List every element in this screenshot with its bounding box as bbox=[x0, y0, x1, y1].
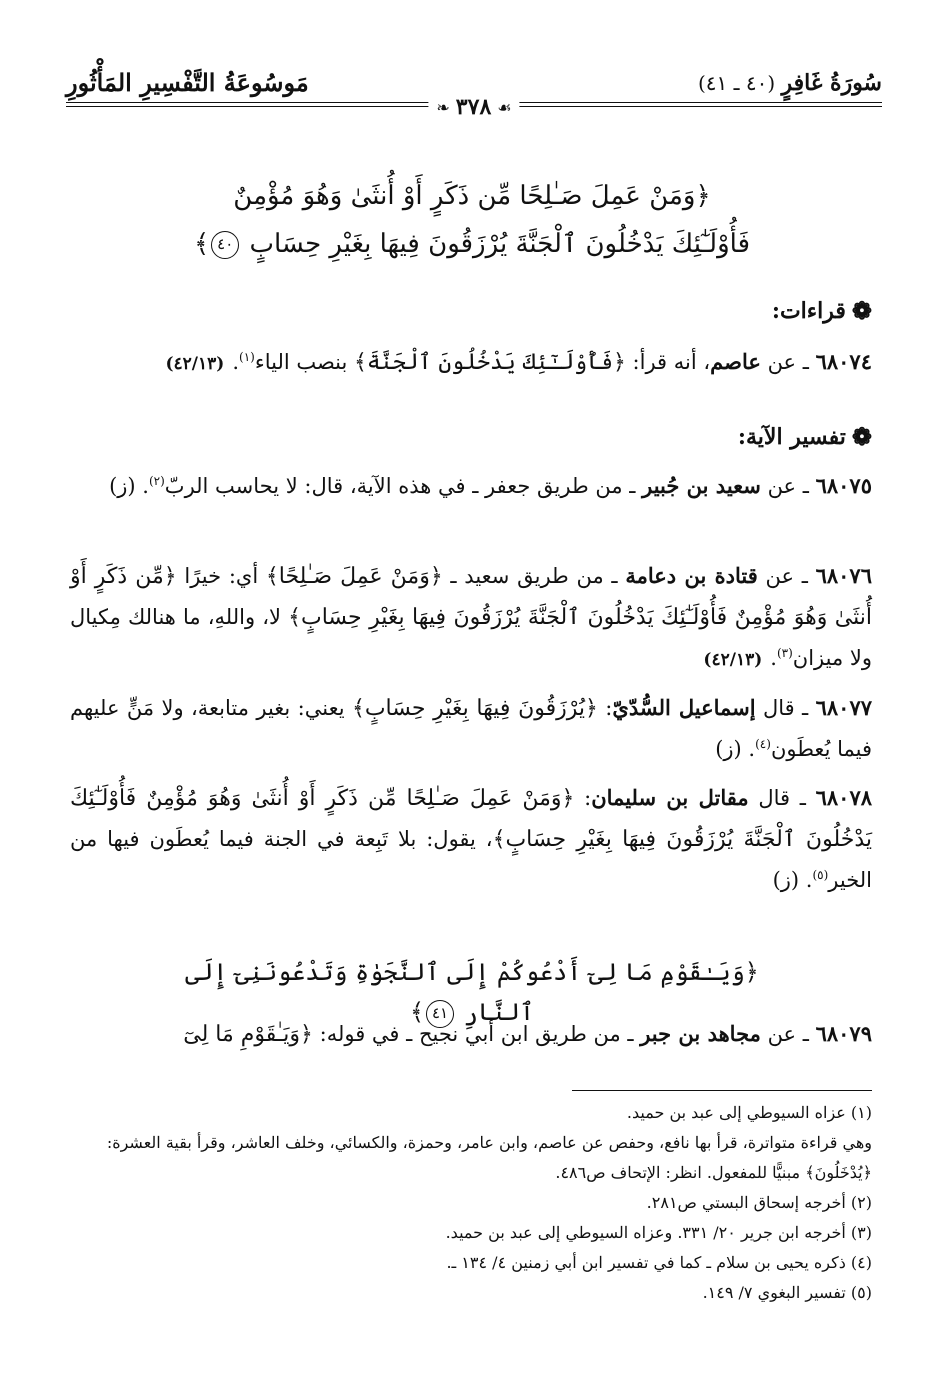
flower-icon: ❁ bbox=[851, 296, 872, 325]
entry-text: ، أنه قرأ: bbox=[625, 350, 711, 374]
verse-close-bracket: ﴾ bbox=[193, 229, 210, 259]
entry-text: ـ من طريق سعيد ـ bbox=[442, 564, 626, 588]
entry-68079 bbox=[70, 1014, 872, 1055]
page-number-box bbox=[428, 94, 519, 120]
verse-line-1: ﴿وَمَنْ عَمِلَ صَـٰلِحًا مِّن ذَكَرٍ أَوْ أُنثَىٰ وَهُوَ مُؤْمِنٌ bbox=[233, 181, 711, 211]
quran-quote: ﴿وَمَنْ عَمِلَ صَـٰلِحًا مِّن ذَكَرٍ أَوْ أُنثَىٰ وَهُوَ مُؤْمِنٌ فَأُوْلَـٰٓئِكَ يَدْخُلُونَ ٱلْجَنَّةَ يُرْزَقُونَ فِيهَا بِغَيْرِ حِسَابٍ﴾ bbox=[70, 786, 872, 852]
quran-quote: ﴿وَيَـٰقَوْمِ مَا لِىٓ bbox=[183, 1022, 313, 1047]
entry-text: ـ عن bbox=[760, 350, 816, 374]
entry-text: ـ قال bbox=[748, 786, 816, 810]
page-header bbox=[66, 62, 882, 132]
ayah-number-badge: ٤٠ bbox=[211, 231, 239, 259]
entry-text: ـ عن bbox=[757, 564, 816, 588]
footnote-4: (٤) ذكره يحيى بن سلام ـ كما في تفسير ابن أبي زمنين ٤/ ١٣٤ ـ. bbox=[446, 1253, 872, 1272]
narrator-name: سعيد بن جُبير bbox=[642, 473, 761, 498]
entry-text: ـ من طريق ابن أبي نجيح ـ في قوله: bbox=[312, 1022, 641, 1046]
verse-close-bracket: ﴾ bbox=[409, 998, 425, 1026]
narrator-name: مقاتل بن سليمان bbox=[591, 785, 749, 810]
section-heading-qiraat bbox=[772, 298, 872, 324]
narrator-name: إسماعيل السُّدّيّ bbox=[612, 695, 756, 720]
section-heading-text: تفسير الآية: bbox=[737, 424, 846, 450]
verse-line-2 bbox=[150, 220, 794, 268]
entry-text: بنصب الياء bbox=[254, 350, 355, 374]
section-heading-tafsir bbox=[738, 424, 872, 450]
quran-quote: ﴿وَمَنْ عَمِلَ صَـٰلِحًا﴾ bbox=[265, 564, 443, 589]
entry-text: . (ز) bbox=[772, 868, 813, 892]
entry-text: . (ز) bbox=[109, 474, 149, 498]
narrator-name: مجاهد بن جبر bbox=[640, 1021, 761, 1046]
quran-verse-40 bbox=[150, 172, 794, 268]
entry-68074 bbox=[70, 342, 872, 384]
narrator-name: عاصم bbox=[710, 349, 761, 374]
entry-68077 bbox=[70, 688, 872, 769]
entry-text: : bbox=[574, 786, 592, 810]
sura-heading bbox=[698, 70, 882, 96]
quran-quote: ﴿فَأُوْلَـٰٓئِكَ يَدْخُلُونَ ٱلْجَنَّةَ﴾ bbox=[354, 350, 626, 375]
entry-number: ٦٨٠٧٦ bbox=[815, 563, 872, 588]
entry-68075 bbox=[70, 466, 872, 506]
footnote-separator bbox=[572, 1090, 872, 1091]
entry-text: يعني: بغير متابعة، ولا مَنٍّ عليهم فيما يُعطَون bbox=[70, 696, 872, 761]
footnotes bbox=[70, 1098, 872, 1308]
source-ref: (٤٢/١٣) bbox=[703, 650, 763, 670]
verse-text: ﴿وَيَـٰقَوْمِ مَا لِىٓ أَدْعُوكُمْ إِلَى ٱلنَّجَوٰةِ وَتَدْعُونَنِىٓ إِلَى ٱلنَّارِ bbox=[185, 958, 759, 1026]
ayah-number-badge: ٤١ bbox=[426, 1000, 454, 1028]
entry-text: ـ عن bbox=[760, 474, 816, 498]
ayah-range: (٤٠ ـ ٤١) bbox=[697, 71, 776, 95]
entry-text: لا، واللهِ، ما هنالك مِكيال ولا ميزان bbox=[70, 605, 872, 670]
flower-icon: ❁ bbox=[851, 422, 872, 451]
quran-quote: ﴿يُرْزَقُونَ فِيهَا بِغَيْرِ حِسَابٍ﴾ bbox=[351, 696, 598, 721]
source-ref: (٤٢/١٣) bbox=[165, 354, 225, 374]
sura-name: سُورَةُ غَافِرٍ bbox=[781, 70, 882, 96]
footnote-ref: (٢) bbox=[148, 474, 165, 488]
quran-quote: ﴿مِّن ذَكَرٍ أَوْ أُنثَىٰ وَهُوَ مُؤْمِنٌ فَأُوْلَـٰٓئِكَ يَدْخُلُونَ ٱلْجَنَّةَ يُرْزَقُونَ فِيهَا بِغَيْرِ حِسَابٍ﴾ bbox=[70, 564, 872, 630]
narrator-name: قتادة بن دعامة bbox=[625, 563, 758, 588]
footnote-1-continued: وهي قراءة متواترة، قرأ بها نافع، وحفص عن عاصم، وابن عامر، وحمزة، والكسائي، وخلف العاشر، وقرأ بقية العشرة: ﴿يُدْخَلُونَ﴾ مبنيًّا للمفعول. انظر: الإتحاف ص٤٨٦. bbox=[106, 1133, 872, 1182]
footnote-ref: (١) bbox=[239, 350, 255, 364]
entry-text: . bbox=[770, 646, 777, 670]
footnote-5: (٥) تفسير البغوي ٧/ ١٤٩. bbox=[702, 1283, 872, 1302]
entry-number: ٦٨٠٧٨ bbox=[815, 785, 873, 810]
entry-number: ٦٨٠٧٤ bbox=[815, 349, 872, 374]
entry-text: ، يقول: بلا تَبِعة في الجنة فيما يُعطَون فيها من الخير bbox=[70, 827, 872, 892]
entry-text: أي: خيرًا bbox=[176, 564, 266, 588]
entry-number: ٦٨٠٧٩ bbox=[815, 1021, 872, 1046]
footnote-2: (٢) أخرجه إسحاق البستي ص٢٨١. bbox=[646, 1193, 872, 1212]
entry-text: . (ز) bbox=[715, 737, 756, 761]
page-number: ٣٧٨ bbox=[455, 94, 492, 120]
verse-line-2-text: فَأُوْلَـٰٓئِكَ يَدْخُلُونَ ٱلْجَنَّةَ يُرْزَقُونَ فِيهَا بِغَيْرِ حِسَابٍ bbox=[249, 229, 750, 259]
entry-number: ٦٨٠٧٧ bbox=[815, 695, 873, 720]
footnote-ref: (٤) bbox=[755, 737, 771, 751]
entry-text: : bbox=[597, 696, 613, 720]
entry-68078 bbox=[70, 778, 872, 900]
ornament-icon: ❧ bbox=[436, 97, 450, 117]
entry-text: ـ قال bbox=[755, 696, 816, 720]
footnote-ref: (٣) bbox=[776, 646, 793, 660]
entry-text: ـ من طريق جعفر ـ في هذه الآية، قال: لا يحاسب الربّ bbox=[164, 474, 643, 498]
entry-68076 bbox=[70, 556, 872, 680]
book-title: مَوسُوعَةُ التَّفْسِيرِ المَأْثُورِ bbox=[66, 68, 309, 97]
footnote-ref: (٥) bbox=[812, 868, 829, 882]
footnote-1: (١) عزاه السيوطي إلى عبد بن حميد. bbox=[626, 1103, 872, 1122]
footnote-3: (٣) أخرجه ابن جرير ٢٠/ ٣٣١. وعزاه السيوطي إلى عبد بن حميد. bbox=[445, 1223, 872, 1242]
entry-number: ٦٨٠٧٥ bbox=[815, 473, 872, 498]
entry-text: . bbox=[232, 350, 239, 374]
entry-text: ـ عن bbox=[760, 1022, 816, 1046]
ornament-icon: ☙ bbox=[497, 97, 512, 117]
section-heading-text: قراءات: bbox=[771, 298, 846, 324]
